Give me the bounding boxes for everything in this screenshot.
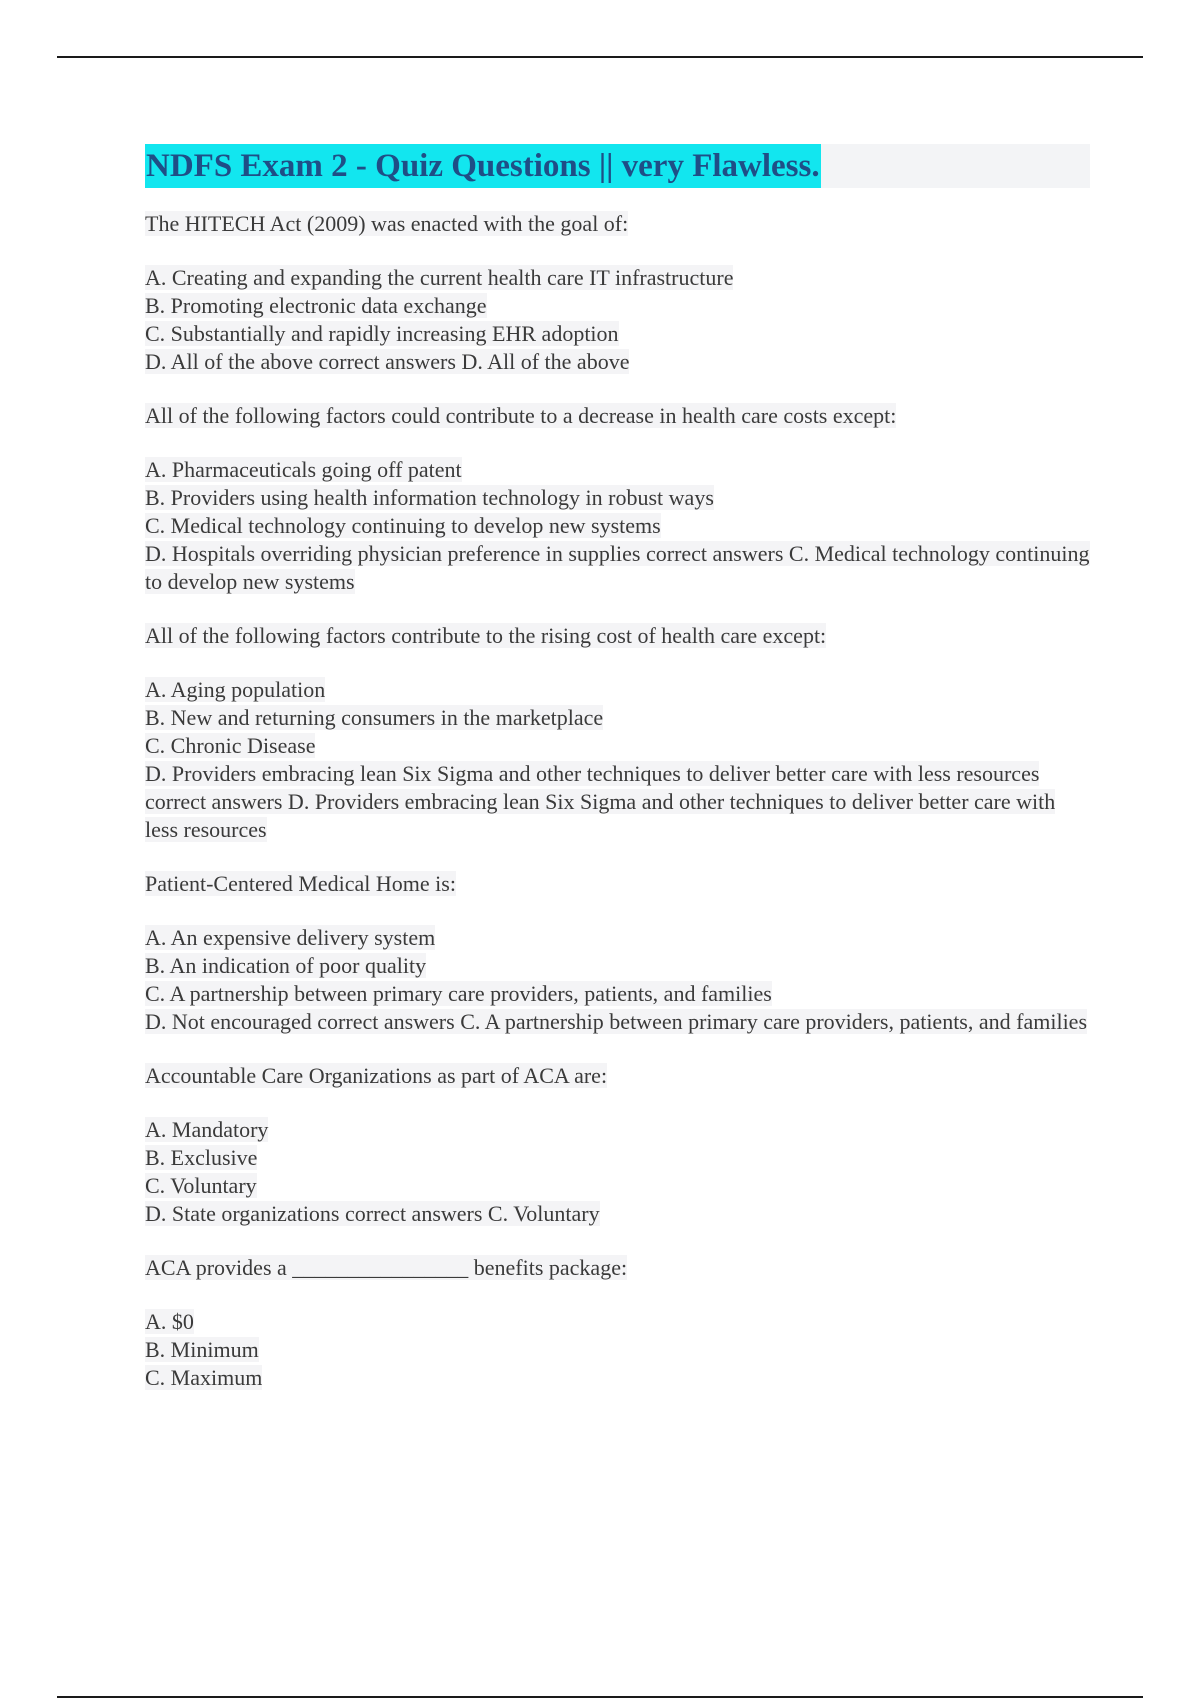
answer-option: C. Voluntary: [145, 1173, 257, 1198]
answer-option: B. Exclusive: [145, 1145, 258, 1170]
question-options: [145, 676, 1090, 844]
answer-option: A. An expensive delivery system: [145, 925, 436, 950]
answer-option: A. Mandatory: [145, 1117, 269, 1142]
answer-option: B. New and returning consumers in the marketplace: [145, 705, 604, 730]
answer-option: A. Creating and expanding the current health care IT infrastructure: [145, 265, 734, 290]
answer-option: D. State organizations correct answers C. Voluntary: [145, 1201, 600, 1226]
question-prompt: The HITECH Act (2009) was enacted with the goal of:: [145, 211, 629, 236]
question-prompt: ACA provides a ________________ benefits package:: [145, 1255, 628, 1280]
answer-option: D. All of the above correct answers D. All of the above: [145, 349, 630, 374]
answer-option: D. Not encouraged correct answers C. A partnership between primary care providers, patients, and families: [145, 1009, 1088, 1034]
answer-option: C. Maximum: [145, 1365, 263, 1390]
question-prompt: All of the following factors contribute to the rising cost of health care except:: [145, 623, 827, 648]
answer-option: A. $0: [145, 1309, 194, 1334]
answer-option: B. Minimum: [145, 1337, 259, 1362]
answer-option: C. Medical technology continuing to develop new systems: [145, 513, 661, 538]
answer-option: D. Hospitals overriding physician preference in supplies correct answers C. Medical technology continuing to develop new systems: [145, 541, 1090, 594]
question-options: [145, 924, 1090, 1036]
answer-option: A. Pharmaceuticals going off patent: [145, 457, 462, 482]
answer-option: C. Chronic Disease: [145, 733, 316, 758]
answer-option: C. Substantially and rapidly increasing EHR adoption: [145, 321, 619, 346]
question-prompt: Accountable Care Organizations as part of ACA are:: [145, 1063, 608, 1088]
answer-option: B. Promoting electronic data exchange: [145, 293, 487, 318]
answer-option: B. Providers using health information technology in robust ways: [145, 485, 714, 510]
question-options: [145, 456, 1090, 596]
question-options: [145, 1308, 1090, 1392]
question-options: [145, 1116, 1090, 1228]
document-title: NDFS Exam 2 - Quiz Questions || very Flawless.: [145, 144, 821, 188]
answer-option: B. An indication of poor quality: [145, 953, 427, 978]
answer-option: A. Aging population: [145, 677, 326, 702]
question-prompt: Patient-Centered Medical Home is:: [145, 871, 456, 896]
document-body: [145, 144, 1090, 1418]
question-prompt: All of the following factors could contribute to a decrease in health care costs except:: [145, 403, 897, 428]
bottom-rule: [57, 1696, 1143, 1698]
answer-option: D. Providers embracing lean Six Sigma and other techniques to deliver better care with less resources correct answers D. Providers embracing lean Six Sigma and other techniques to deliver better care with less resources: [145, 761, 1056, 842]
question-options: [145, 264, 1090, 376]
title-row: [145, 144, 1090, 188]
answer-option: C. A partnership between primary care providers, patients, and families: [145, 981, 772, 1006]
top-rule: [57, 56, 1143, 58]
